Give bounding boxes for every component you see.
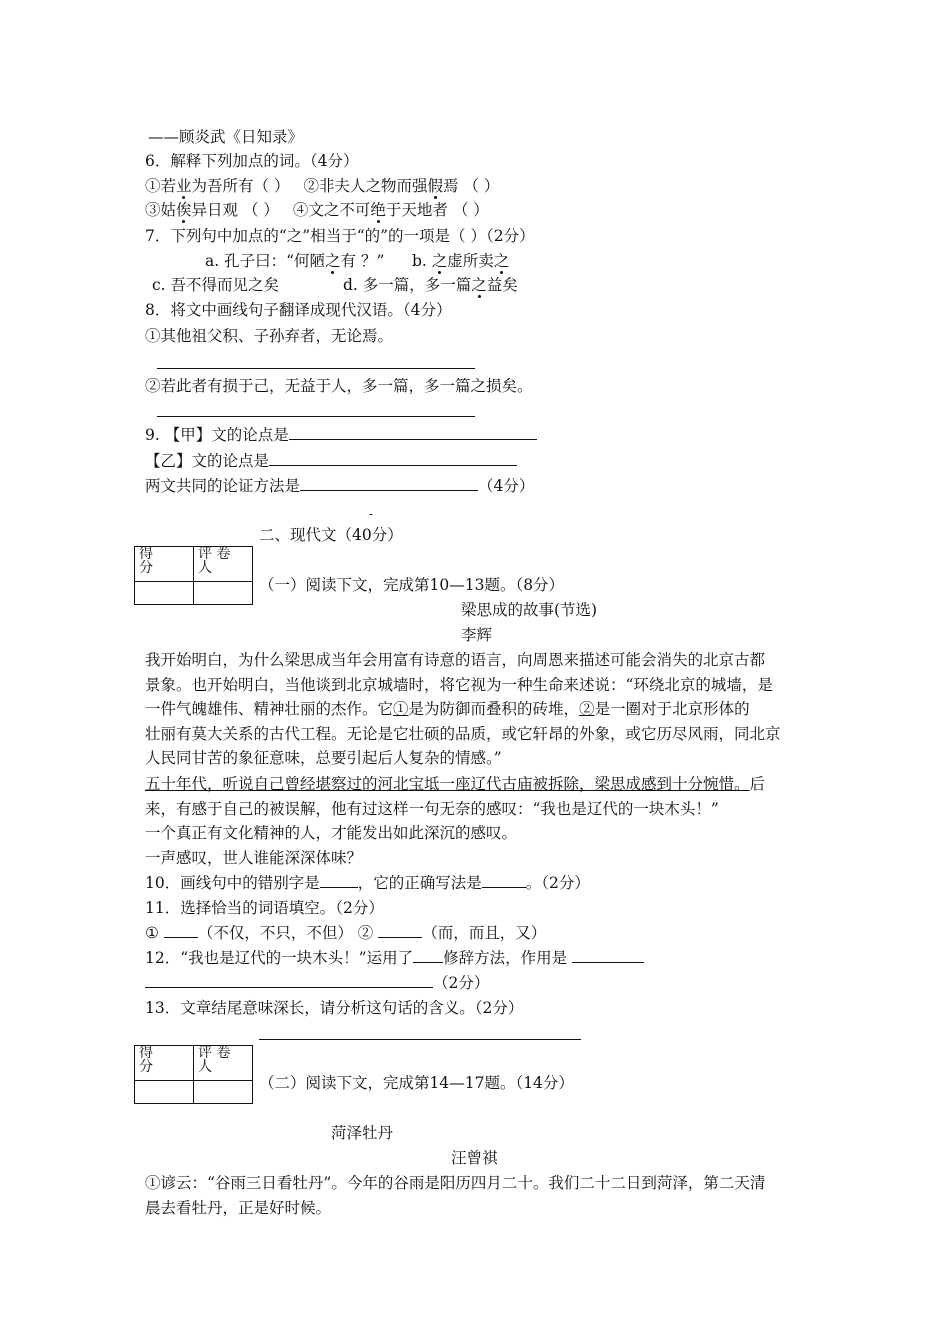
part1-author: 李辉 <box>461 626 493 644</box>
q8-sentence-1: ①其他祖父积、子孙弃者，无论焉。 <box>145 327 394 345</box>
part2-title: 菏泽牡丹 <box>331 1124 394 1142</box>
paragraph-line: 壮丽有莫大关系的古代工程。无论是它壮硕的品质，或它轩昂的外象，或它历尽风雨，同北京 <box>145 725 781 743</box>
part2-intro: （二）阅读下文，完成第14—17题。（14分） <box>259 1074 574 1092</box>
q7-stem: 7．下列句中加点的“之”相当于“的”的一项是（ ）（2分） <box>145 227 535 245</box>
score-label: 得 分 <box>135 1046 194 1081</box>
paragraph-line: 一声感叹，世人谁能深深体味？ <box>145 849 363 867</box>
answer-line <box>259 1039 581 1040</box>
blank-1: ① <box>393 700 409 718</box>
q13-stem: 13．文章结尾意味深长，请分析这句话的含义。（2分） <box>145 999 524 1017</box>
part1-intro: （一）阅读下文，完成第10—13题。（8分） <box>259 576 565 594</box>
paragraph-line: ①谚云：“谷雨三日看牡丹”。今年的谷雨是阳历四月二十。我们二十二日到菏泽，第二天清 <box>145 1174 766 1192</box>
paragraph-line: 人民同甘苦的象征意味，总要引起后人复杂的情感。” <box>145 749 502 767</box>
q6-row1: ①若业为吾所有（ ） ②非夫人之物而强假焉 （ ） <box>145 177 500 195</box>
underlined-sentence-line: 五十年代，听说自己曾经堪察过的河北宝坻一座辽代古庙被拆除，梁思成感到十分惋惜。后 <box>145 775 766 793</box>
part2-author: 汪曾祺 <box>451 1149 498 1167</box>
answer-blank[interactable] <box>413 948 443 963</box>
section-2-title: 二、现代文（40分） <box>259 526 403 544</box>
answer-line <box>157 416 475 417</box>
grader-cell[interactable] <box>194 1081 253 1104</box>
q6-stem: 6．解释下列加点的词。（4分） <box>145 152 359 170</box>
q11-stem: 11．选择恰当的词语填空。（2分） <box>145 899 384 917</box>
score-box <box>134 546 253 605</box>
underlined-sentence: 五十年代，听说自己曾经堪察过的河北宝坻一座辽代古庙被拆除，梁思成感到十分惋惜。 <box>145 775 750 793</box>
q9-method: 两文共同的论证方法是 （4分） <box>145 477 535 495</box>
answer-blank[interactable] <box>572 948 644 963</box>
q10: 10．画线句中的错别字是 ，它的正确写法是 。（2分） <box>145 874 590 892</box>
score-cell[interactable] <box>135 1081 194 1104</box>
q7-option-c: c. 吾不得而见之矣 <box>152 276 280 294</box>
q11-options: ① （不仅，不只，不但） ② （而，而且，又） <box>145 924 547 942</box>
paragraph-line: 晨去看牡丹，正是好时候。 <box>145 1199 332 1217</box>
q8-stem: 8．将文中画线句子翻译成现代汉语。（4分） <box>145 301 452 319</box>
score-box <box>134 1045 253 1104</box>
q7-option-b: b. 之虚所卖之 <box>412 252 510 270</box>
paragraph-line: 一件气魄雄伟、精神壮丽的杰作。它①是为防御而叠积的砖堆，②是一圈对于北京形体的 <box>145 700 750 718</box>
q7-option-a: a. 孔子曰：“何陋之有 ？” <box>205 252 385 270</box>
answer-blank[interactable] <box>300 476 478 491</box>
source-attribution: ——顾炎武《日知录》 <box>148 128 304 146</box>
q9-yi: 【乙】文的论点是 <box>145 451 517 471</box>
score-cell[interactable] <box>135 582 194 605</box>
paragraph-line: 来，有感于自己的被误解，他有过这样一句无奈的感叹：“我也是辽代的一块木头！” <box>145 800 719 818</box>
q12: 12．“我也是辽代的一块木头！”运用了 修辞方法，作用是 <box>145 948 644 968</box>
answer-blank[interactable] <box>378 923 422 938</box>
paragraph-line: 景象。也开始明白，当他谈到北京城墙时，将它视为一种生命来述说：“环绕北京的城墙，是 <box>145 676 773 694</box>
answer-blank[interactable] <box>145 973 433 988</box>
answer-blank[interactable] <box>289 425 537 440</box>
answer-line <box>157 368 475 369</box>
stray-dash: - <box>369 507 374 521</box>
q8-sentence-2: ②若此者有损于己，无益于人，多一篇，多一篇之损矣。 <box>145 377 533 395</box>
paragraph-line: 一个真正有文化精神的人，才能发出如此深沉的感叹。 <box>145 824 518 842</box>
paragraph-line: 我开始明白，为什么梁思成当年会用富有诗意的语言，向周恩来描述可能会消失的北京古都 <box>145 651 766 669</box>
grader-label: 评 卷 人 <box>194 547 253 582</box>
blank-2: ② <box>579 700 595 718</box>
answer-blank[interactable] <box>482 873 526 888</box>
grader-label: 评 卷 人 <box>194 1046 253 1081</box>
answer-blank[interactable] <box>164 923 198 938</box>
part1-title: 梁思成的故事(节选) <box>461 601 598 619</box>
q6-row2: ③姑俟异日观 （ ） ④文之不可绝于天地者 （ ） <box>145 201 489 219</box>
answer-blank[interactable] <box>269 451 517 466</box>
grader-cell[interactable] <box>194 582 253 605</box>
q7-option-d: d. 多一篇，多一篇之益矣 <box>343 276 518 294</box>
q12-line2: （2分） <box>145 973 489 993</box>
score-label: 得 分 <box>135 547 194 582</box>
answer-blank[interactable] <box>320 873 358 888</box>
q9-jia: 9. 【甲】文的论点是 <box>145 425 537 445</box>
